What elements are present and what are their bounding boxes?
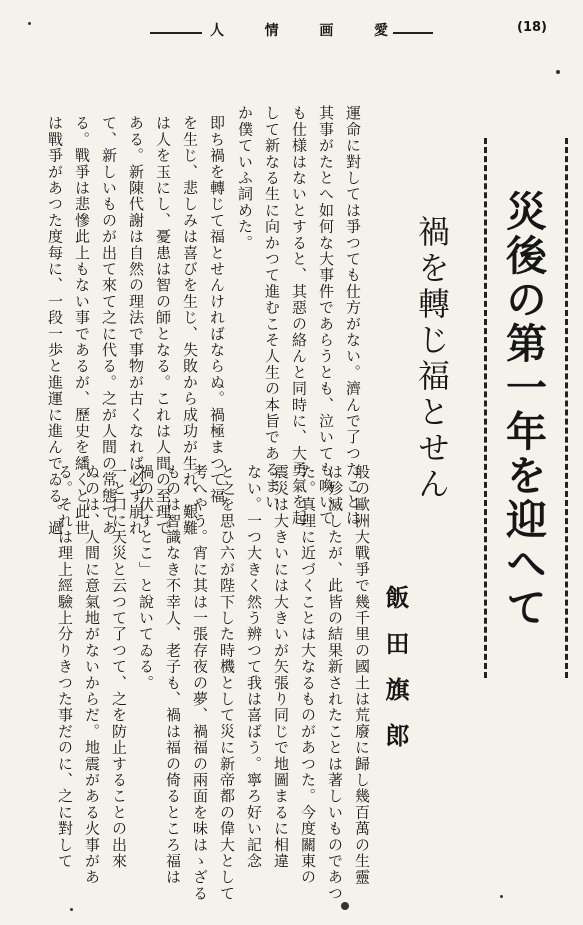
text-column: と之を思ひ六が陛下した時機として災に新帝都の偉大として — [218, 464, 236, 902]
text-column: は殄滅したが、此皆の結果新されたことは著しいものであつ — [326, 464, 344, 902]
header-rule-right — [393, 32, 433, 34]
body-text-lower-right-block — [56, 464, 375, 902]
text-column: 般の歐洲大戰爭で幾千里の國土は荒廢に歸し幾百萬の生靈 — [353, 464, 371, 886]
running-title — [210, 20, 390, 40]
text-column: して新なる生に向かつて進むこそ人生の本旨であるまい — [263, 105, 281, 510]
text-column: か僕ていふ詞めた。 — [236, 105, 254, 251]
page-header — [0, 18, 583, 46]
running-title-char: 情 — [264, 23, 281, 39]
print-speck — [28, 22, 31, 25]
text-column: 一と口に天災と云つて了つて、之を防止することの出來 — [110, 464, 128, 869]
print-speck — [70, 908, 73, 911]
article-title: 災後の第一年を迎へて — [499, 190, 547, 630]
text-column: ものは智識なき不幸人、老子も、禍は福の倚るところ福は — [164, 464, 182, 886]
text-column: は人を玉にし、憂患は智の師となる。これは人間の至理で — [154, 115, 172, 537]
text-column: 即ち禍を轉じて福とせんければならぬ。禍極まつて福 — [208, 115, 226, 504]
text-column: る。それは理上經驗上分りきつた事だのに、之に對して — [56, 464, 74, 869]
body-text-upper-block — [228, 105, 366, 527]
text-column: を生じ、悲しみは喜びを生じ、失敗から成功が生れ、艱難 — [181, 115, 199, 537]
article-author: 飯田旗郎 — [381, 585, 410, 769]
text-column: ある。新陳代謝は自然の理法で事物が古くなれば必ず崩れ — [127, 115, 145, 537]
text-column: て、新しいものが出て來て之に代る。之が人間の常態であ — [100, 115, 118, 537]
text-column: 運命に對しては爭つても仕方がない。濟んで了つたことは — [344, 105, 362, 527]
text-column: る。戰爭は悲慘此上もない事であるが、歷史を繙くと此世 — [73, 115, 91, 537]
text-column: た。真理に近づくことは大なるものがあつた。今度關東の — [299, 464, 317, 886]
print-speck — [341, 902, 349, 910]
header-rule-left — [150, 32, 202, 34]
print-speck — [500, 895, 503, 898]
page-number: (18) — [517, 20, 547, 35]
print-speck — [556, 70, 560, 74]
text-column: 考へやう。宵に其は一張存夜の夢、禍福の兩面を味はゝざる — [191, 464, 209, 902]
running-title-char: 愛 — [373, 23, 390, 39]
text-column: 禍の伏すとこ」と說いてゐる。 — [137, 464, 155, 691]
running-title-char: 人 — [210, 23, 226, 39]
article-subtitle: 禍を轉じ福とせん — [413, 215, 451, 503]
text-column: も仕様はないとすると、其惡の絡んと同時に、大勇氣を起 — [290, 105, 308, 527]
text-column: ない。一つ大きく然う辨つて我は喜ばう。寧ろ好い記念 — [245, 464, 263, 869]
running-title-char: 画 — [319, 23, 336, 39]
text-column: 震災は大きいには大きいが矢張り同じで地圖まるに相違 — [272, 464, 290, 869]
text-column: は戰爭があつた度每に、一段一歩と進運に進んでゐる。過 — [46, 115, 64, 537]
text-column: 其事がたとへ如何な大事件であらうとも、泣いても喚いて — [317, 105, 335, 527]
text-column: ぬのは、人間に意氣地がないからだ。地震がある火事があ — [83, 464, 101, 886]
